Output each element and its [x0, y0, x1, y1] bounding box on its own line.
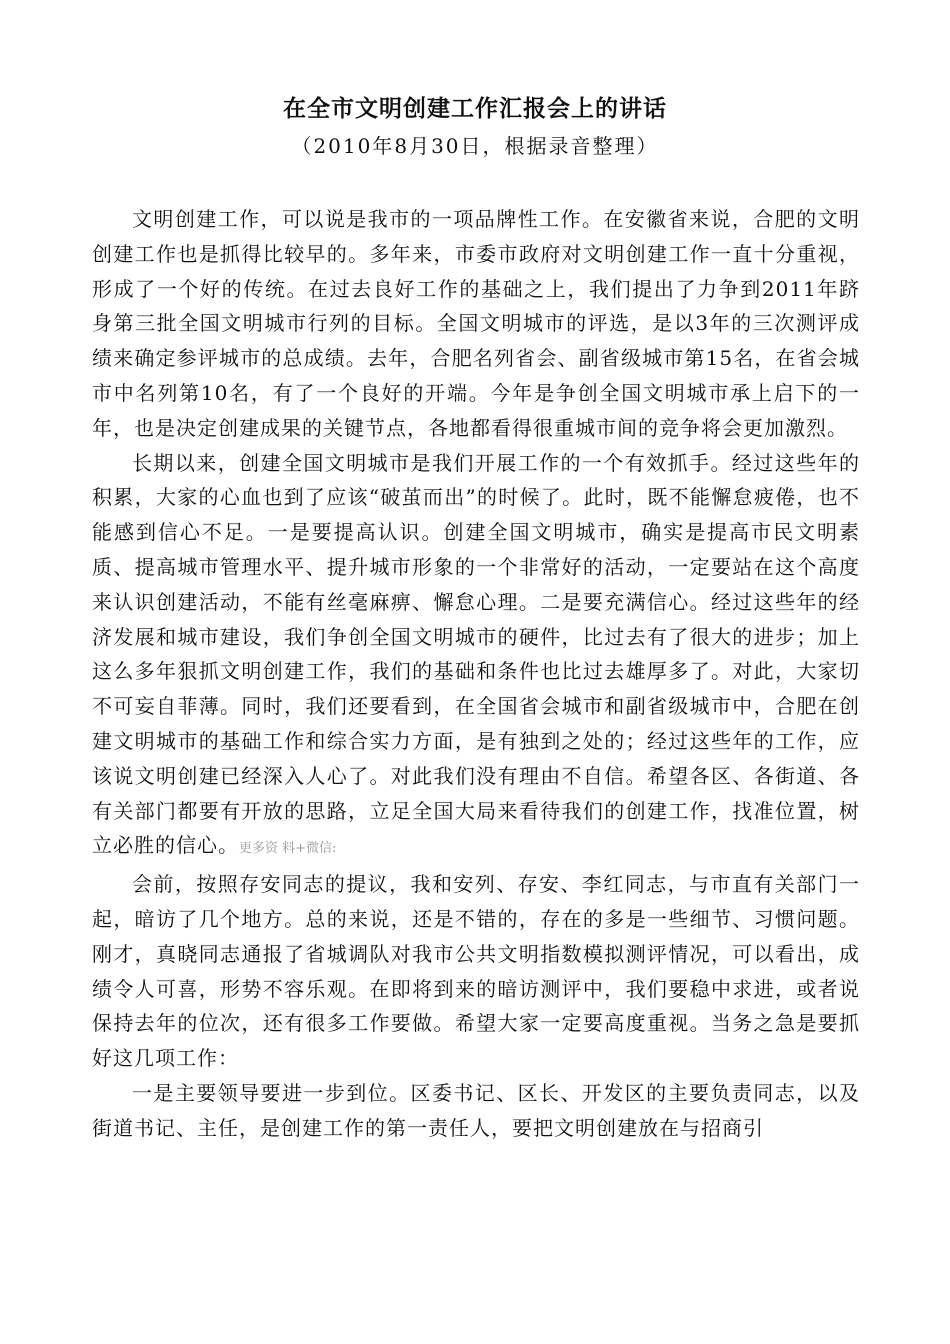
document-title: 在全市文明创建工作汇报会上的讲话	[283, 95, 667, 122]
paragraph-1: 文明创建工作，可以说是我市的一项品牌性工作。在安徽省来说，合肥的文明创建工作也是抓得比较早的。多年来，市委市政府对文明创建工作一直十分重视，形成了一个好的传统。在过去良好工作的基础之上，我们提出了力争到2011年跻身第三批全国文明城市行列的目标。全国文明城市的评选，是以3年的三次测评成绩来确定参评城市的总成绩。去年，合肥名列省会、副省级城市第15名，在省会城市中名列第10名，有了一个良好的开端。今年是争创全国文明城市承上启下的一年，也是决定创建成果的关键节点，各地都看得很重城市间的竞争将会更加激烈。	[92, 207, 860, 440]
document-subtitle: （2010年8月30日，根据录音整理）	[291, 134, 659, 158]
paragraph-4: 一是主要领导要进一步到位。区委书记、区长、开发区的主要负责同志，以及街道书记、主任，是创建工作的第一责任人，要把文明创建放在与招商引	[92, 1080, 860, 1140]
paragraph-2-text: 长期以来，创建全国文明城市是我们开展工作的一个有效抓手。经过这些年的积累，大家的心血也到了应该“破茧而出”的时候了。此时，既不能懈怠疲倦，也不能感到信心不足。一是要提高认识。创建全国文明城市，确实是提高市民文明素质、提高城市管理水平、提升城市形象的一个非常好的活动，一定要站在这个高度来认识创建活动，不能有丝毫麻痹、懈怠心理。二是要充满信心。经过这些年的经济发展和城市建设，我们争创全国文明城市的硬件，比过去有了很大的进步；加上这么多年狠抓文明创建工作，我们的基础和条件也比过去雄厚多了。对此，大家切不可妄自菲薄。同时，我们还要看到，在全国省会城市和副省级城市中，合肥在创建文明城市的基础工作和综合实力方面，是有独到之处的；经过这些年的工作，应该说文明创建已经深入人心了。对此我们没有理由不自信。希望各区、各街道、各有关部门都要有开放的思路，立足全国大局来看待我们的创建工作，找准位置，树立必胜的信心。	[92, 450, 860, 858]
paragraph-3: 会前，按照存安同志的提议，我和安列、存安、李红同志，与市直有关部门一起，暗访了几个地方。总的来说，还是不错的，存在的多是一些细节、习惯问题。刚才，真晓同志通报了省城调队对我市公共文明指数模拟测评情况，可以看出，成绩令人可喜，形势不容乐观。在即将到来的暗访测评中，我们要稳中求进，或者说保持去年的位次，还有很多工作要做。希望大家一定要高度重视。当务之急是要抓好这几项工作：	[92, 872, 860, 1071]
document-body	[92, 202, 860, 1146]
watermark-text: 更多资 料+微信:	[239, 841, 337, 857]
paragraph-2	[92, 446, 860, 868]
